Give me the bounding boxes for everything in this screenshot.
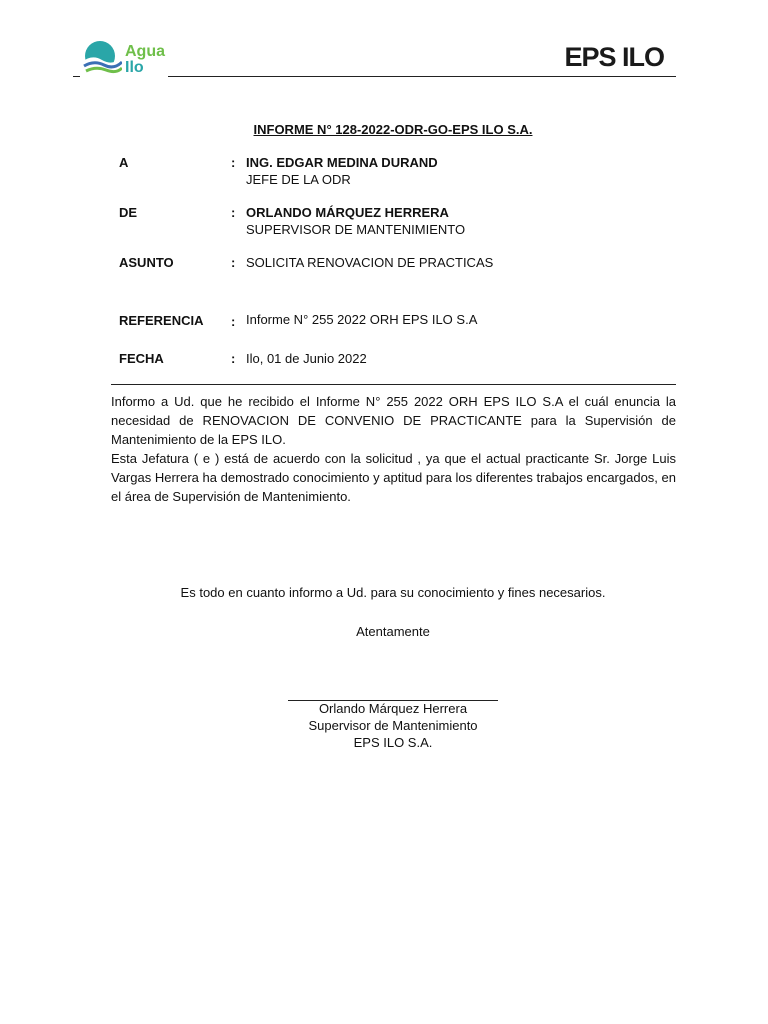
document-title: INFORME N° 128-2022-ODR-GO-EPS ILO S.A. [253,122,533,137]
field-sub-a: JEFE DE LA ODR [246,172,351,187]
logo-text-agua: Agua [125,43,165,60]
body-paragraph-1: Informo a Ud. que he recibido el Informe N° 255 2022 ORH EPS ILO S.A el cuál enuncia la necesidad de RENOVACION DE CONVENIO DE PRACTICANTE para la Supervisión de Mantenimiento de la EPS ILO. [111,394,676,447]
agua-ilo-logo [80,40,180,80]
field-label-asunto: ASUNTO [119,255,174,270]
body-rule [111,384,676,385]
header-rule [168,76,676,77]
field-value-a: ING. EDGAR MEDINA DURAND [246,155,438,170]
field-label-a: A [119,155,129,170]
body-paragraph-2: Esta Jefatura ( e ) está de acuerdo con la solicitud , ya que el actual practicante Sr. Jorge Luis Vargas Herrera ha demostrado conocimiento y aptitud para los diferentes trabajos encargados, en el área de Supervisión de Mantenimiento. [111,451,676,504]
field-value-de: ORLANDO MÁRQUEZ HERRERA [246,205,449,220]
field-sub-de: SUPERVISOR DE MANTENIMIENTO [246,222,466,237]
field-colon-referencia: : [231,314,236,329]
field-colon-fecha: : [231,351,236,366]
signature-company: EPS ILO S.A. [353,735,433,750]
field-label-referencia: REFERENCIA [119,313,204,328]
field-colon-a: : [231,155,236,170]
field-colon-de: : [231,205,236,220]
field-label-fecha: FECHA [119,351,164,366]
header-dash [73,76,80,77]
wave-logo-icon [80,40,122,78]
logo-text-ilo: Ilo [125,59,144,76]
signature-name: Orlando Márquez Herrera [318,701,468,716]
document-body [111,392,676,506]
closing-text: Es todo en cuanto informo a Ud. para su conocimiento y fines necesarios. [180,585,606,600]
field-colon-asunto: : [231,255,236,270]
farewell-text: Atentamente [356,624,430,639]
field-value-fecha: Ilo, 01 de Junio 2022 [246,351,367,366]
eps-ilo-logo: EPS ILO [564,42,664,72]
field-value-referencia: Informe N° 255 2022 ORH EPS ILO S.A [246,312,478,327]
field-label-de: DE [119,205,138,220]
signature-position: Supervisor de Mantenimiento [308,718,478,733]
field-value-asunto: SOLICITA RENOVACION DE PRACTICAS [246,255,494,270]
